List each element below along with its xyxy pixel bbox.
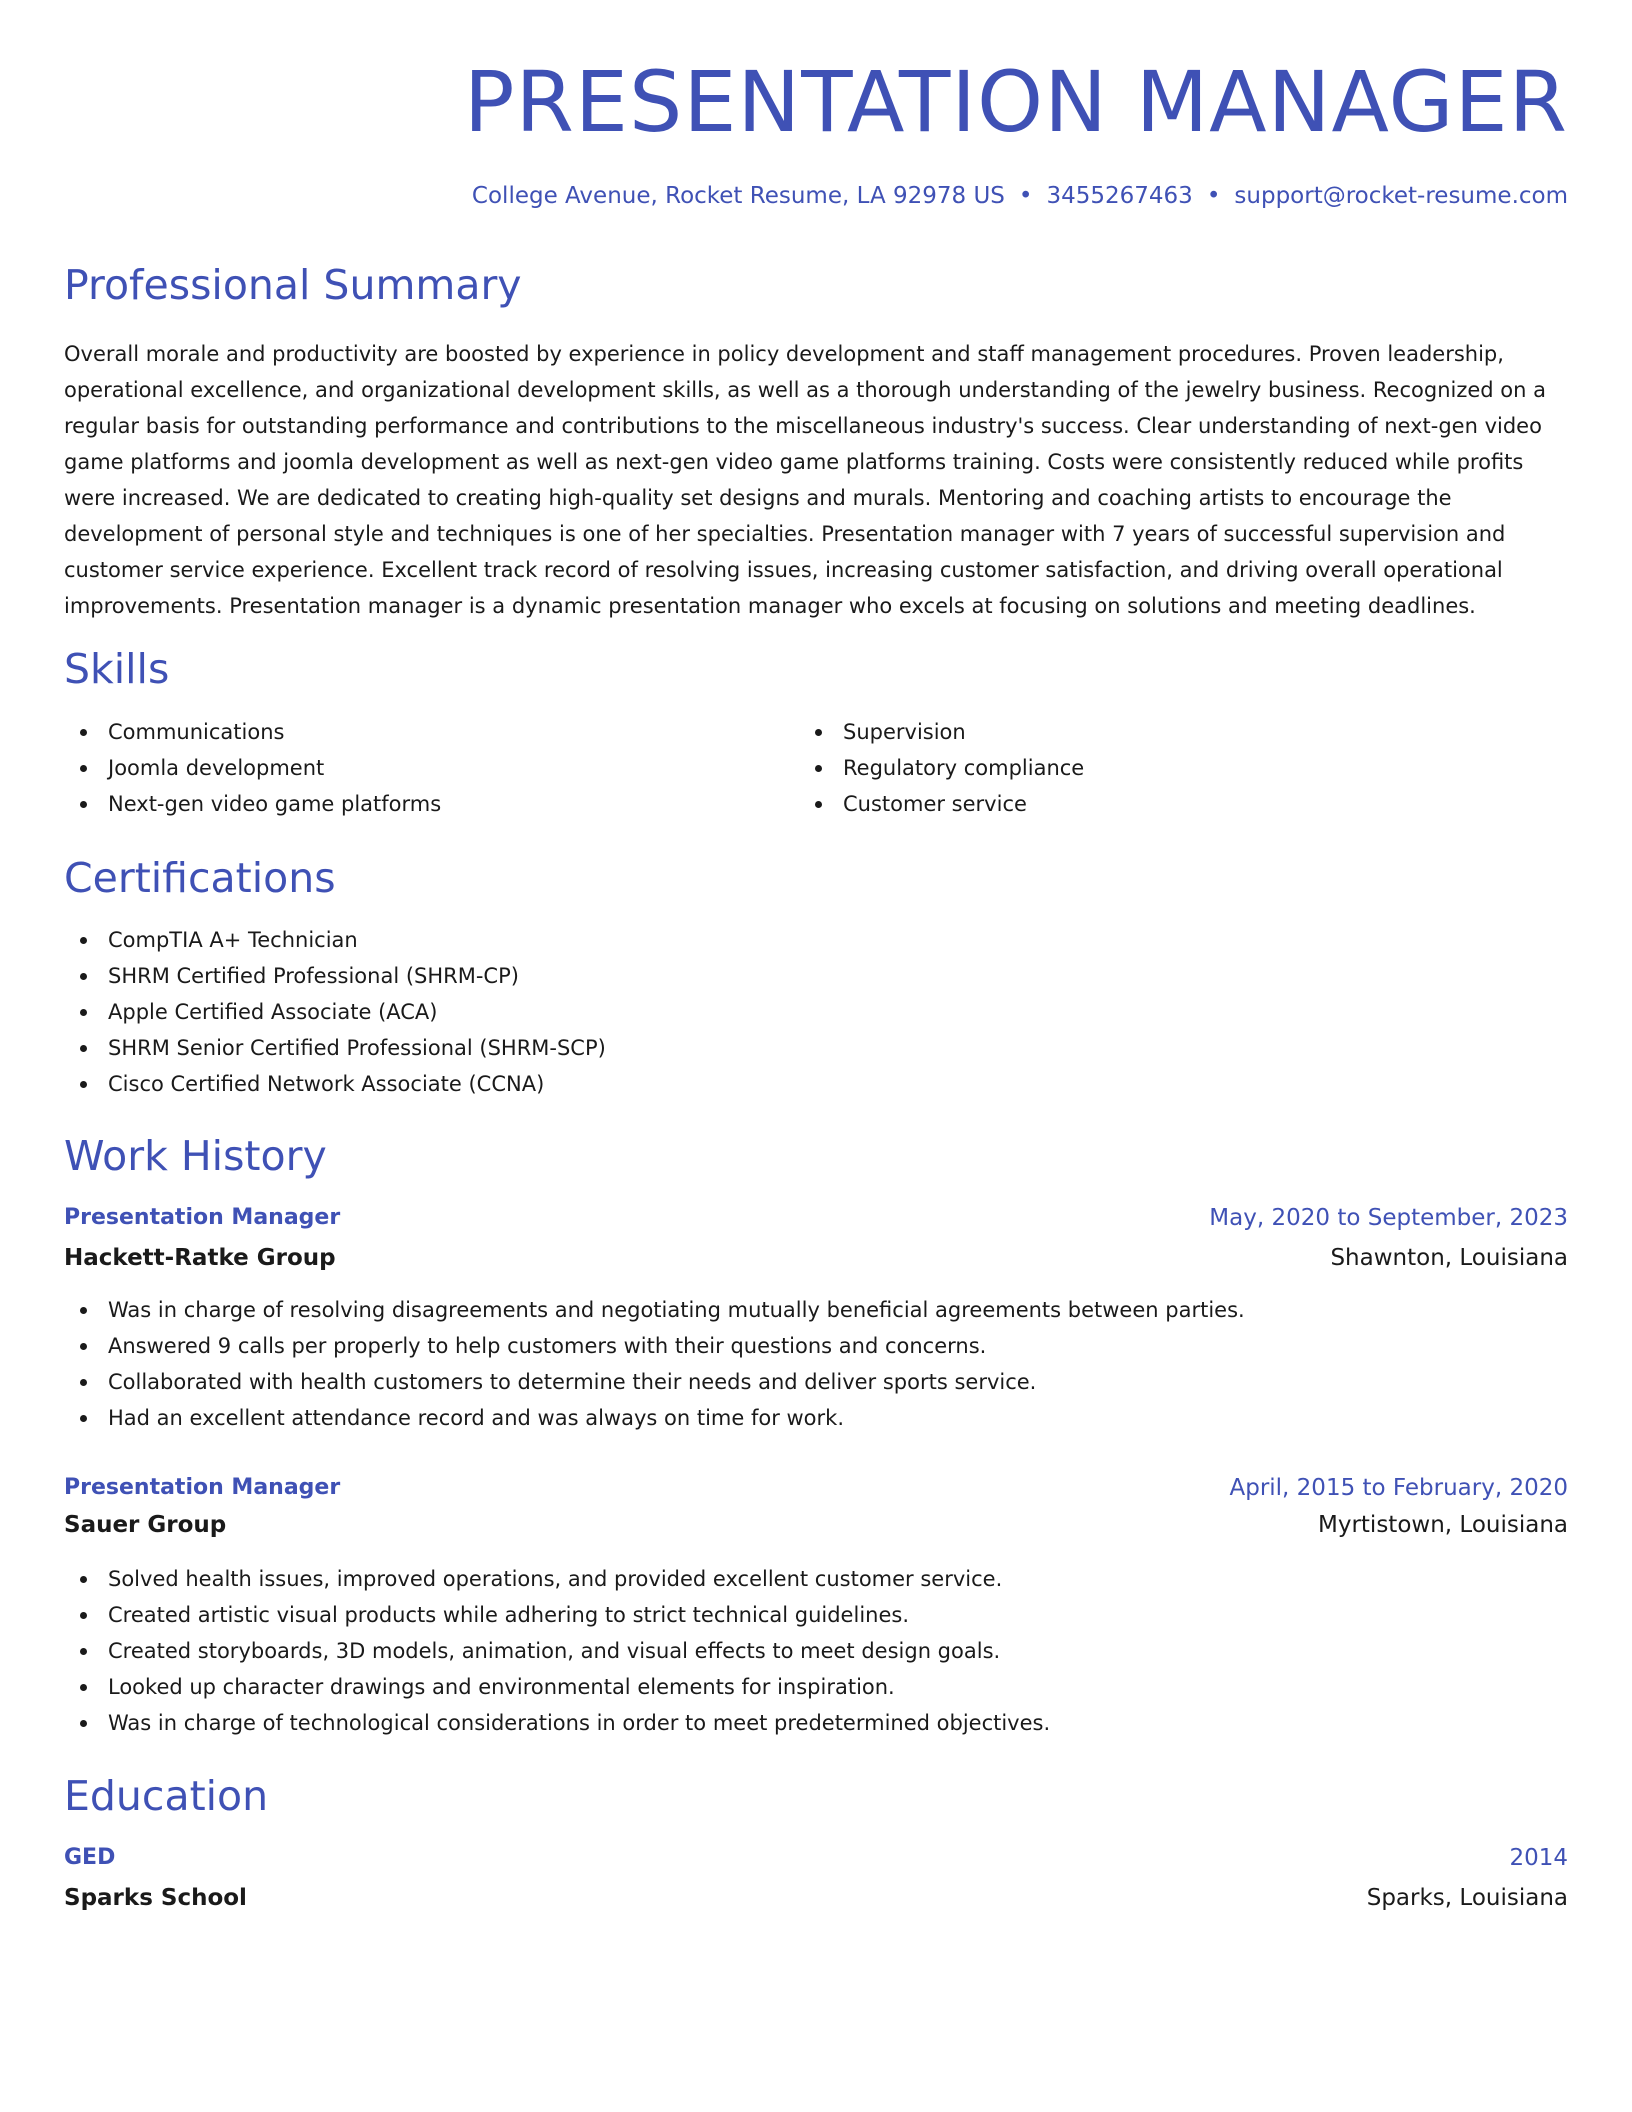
job-title-row [64,1470,1568,1506]
skill-item: Supervision [799,714,1084,750]
job-location: Shawnton, Louisiana [1330,1245,1568,1271]
contact-separator: • [1206,183,1221,209]
certification-item: CompTIA A+ Technician [64,922,606,958]
job-dates: May, 2020 to September, 2023 [1209,1205,1568,1231]
job-bullet: Was in charge of resolving disagreements and negotiating mutually beneficial agreements between parties. [64,1292,1245,1328]
education-year: 2014 [1509,1845,1568,1871]
skills-list-right [799,714,1084,822]
job-title: Presentation Manager [64,1205,341,1230]
education-location: Sparks, Louisiana [1366,1885,1568,1911]
work-history-heading: Work History [64,1132,327,1180]
job-company: Sauer Group [64,1512,227,1538]
education-heading: Education [64,1772,269,1820]
job-company-row [64,1240,1568,1276]
job-title: Presentation Manager [64,1475,341,1500]
job-bullet: Looked up character drawings and environmental elements for inspiration. [64,1669,1050,1705]
education-degree-row [64,1840,1568,1876]
summary-heading: Professional Summary [64,261,522,309]
skills-heading: Skills [64,645,170,693]
contact-line [472,180,1568,212]
job-bullets [64,1292,1245,1436]
contact-email: support@rocket-resume.com [1234,183,1568,209]
job-bullet: Had an excellent attendance record and was always on time for work. [64,1400,1245,1436]
job-bullet: Created artistic visual products while adhering to strict technical guidelines. [64,1597,1050,1633]
job-bullet: Solved health issues, improved operations, and provided excellent customer service. [64,1561,1050,1597]
skills-list-left [64,714,441,822]
skill-item: Communications [64,714,441,750]
job-company-row [64,1507,1568,1543]
job-title-row [64,1200,1568,1236]
job-company: Hackett-Ratke Group [64,1245,336,1271]
certifications-heading: Certifications [64,854,336,902]
job-location: Myrtistown, Louisiana [1318,1512,1568,1538]
education-school: Sparks School [64,1885,247,1911]
summary-text: Overall morale and productivity are boosted by experience in policy development and staff management procedures. Proven leadership, operational excellence, and organizational development skills, as well as a thorough understanding of the jewelry business. Recognized on a regular basis for outstanding performance and contributions to the miscellaneous industry's success. Clear understanding of next-gen video game platforms and joomla development as well as next-gen video game platforms training. Costs were consistently reduced while profits were increased. We are dedicated to creating high-quality set designs and murals. Mentoring and coaching artists to encourage the development of personal style and techniques is one of her specialties. Presentation manager with 7 years of successful supervision and customer service experience. Excellent track record of resolving issues, increasing customer satisfaction, and driving overall operational improvements. Presentation manager is a dynamic presentation manager who excels at focusing on solutions and meeting deadlines. [64,342,1546,618]
certifications-list [64,922,606,1102]
candidate-name: PRESENTATION MANAGER [463,53,1568,151]
contact-phone: 3455267463 [1046,183,1193,209]
job-bullet: Collaborated with health customers to determine their needs and deliver sports service. [64,1364,1245,1400]
skill-item: Joomla development [64,750,441,786]
certification-item: SHRM Senior Certified Professional (SHRM-SCP) [64,1030,606,1066]
certification-item: SHRM Certified Professional (SHRM-CP) [64,958,606,994]
skill-item: Customer service [799,786,1084,822]
job-bullet: Created storyboards, 3D models, animation, and visual effects to meet design goals. [64,1633,1050,1669]
job-bullet: Answered 9 calls per properly to help customers with their questions and concerns. [64,1328,1245,1364]
skill-item: Next-gen video game platforms [64,786,441,822]
skill-item: Regulatory compliance [799,750,1084,786]
contact-separator: • [1018,183,1033,209]
job-bullet: Was in charge of technological considerations in order to meet predetermined objectives. [64,1705,1050,1741]
education-degree: GED [64,1845,116,1870]
certification-item: Cisco Certified Network Associate (CCNA) [64,1066,606,1102]
education-school-row [64,1880,1568,1916]
certification-item: Apple Certified Associate (ACA) [64,994,606,1030]
contact-address: College Avenue, Rocket Resume, LA 92978 US [471,183,1005,209]
job-dates: April, 2015 to February, 2020 [1229,1475,1568,1501]
job-bullets [64,1561,1050,1741]
